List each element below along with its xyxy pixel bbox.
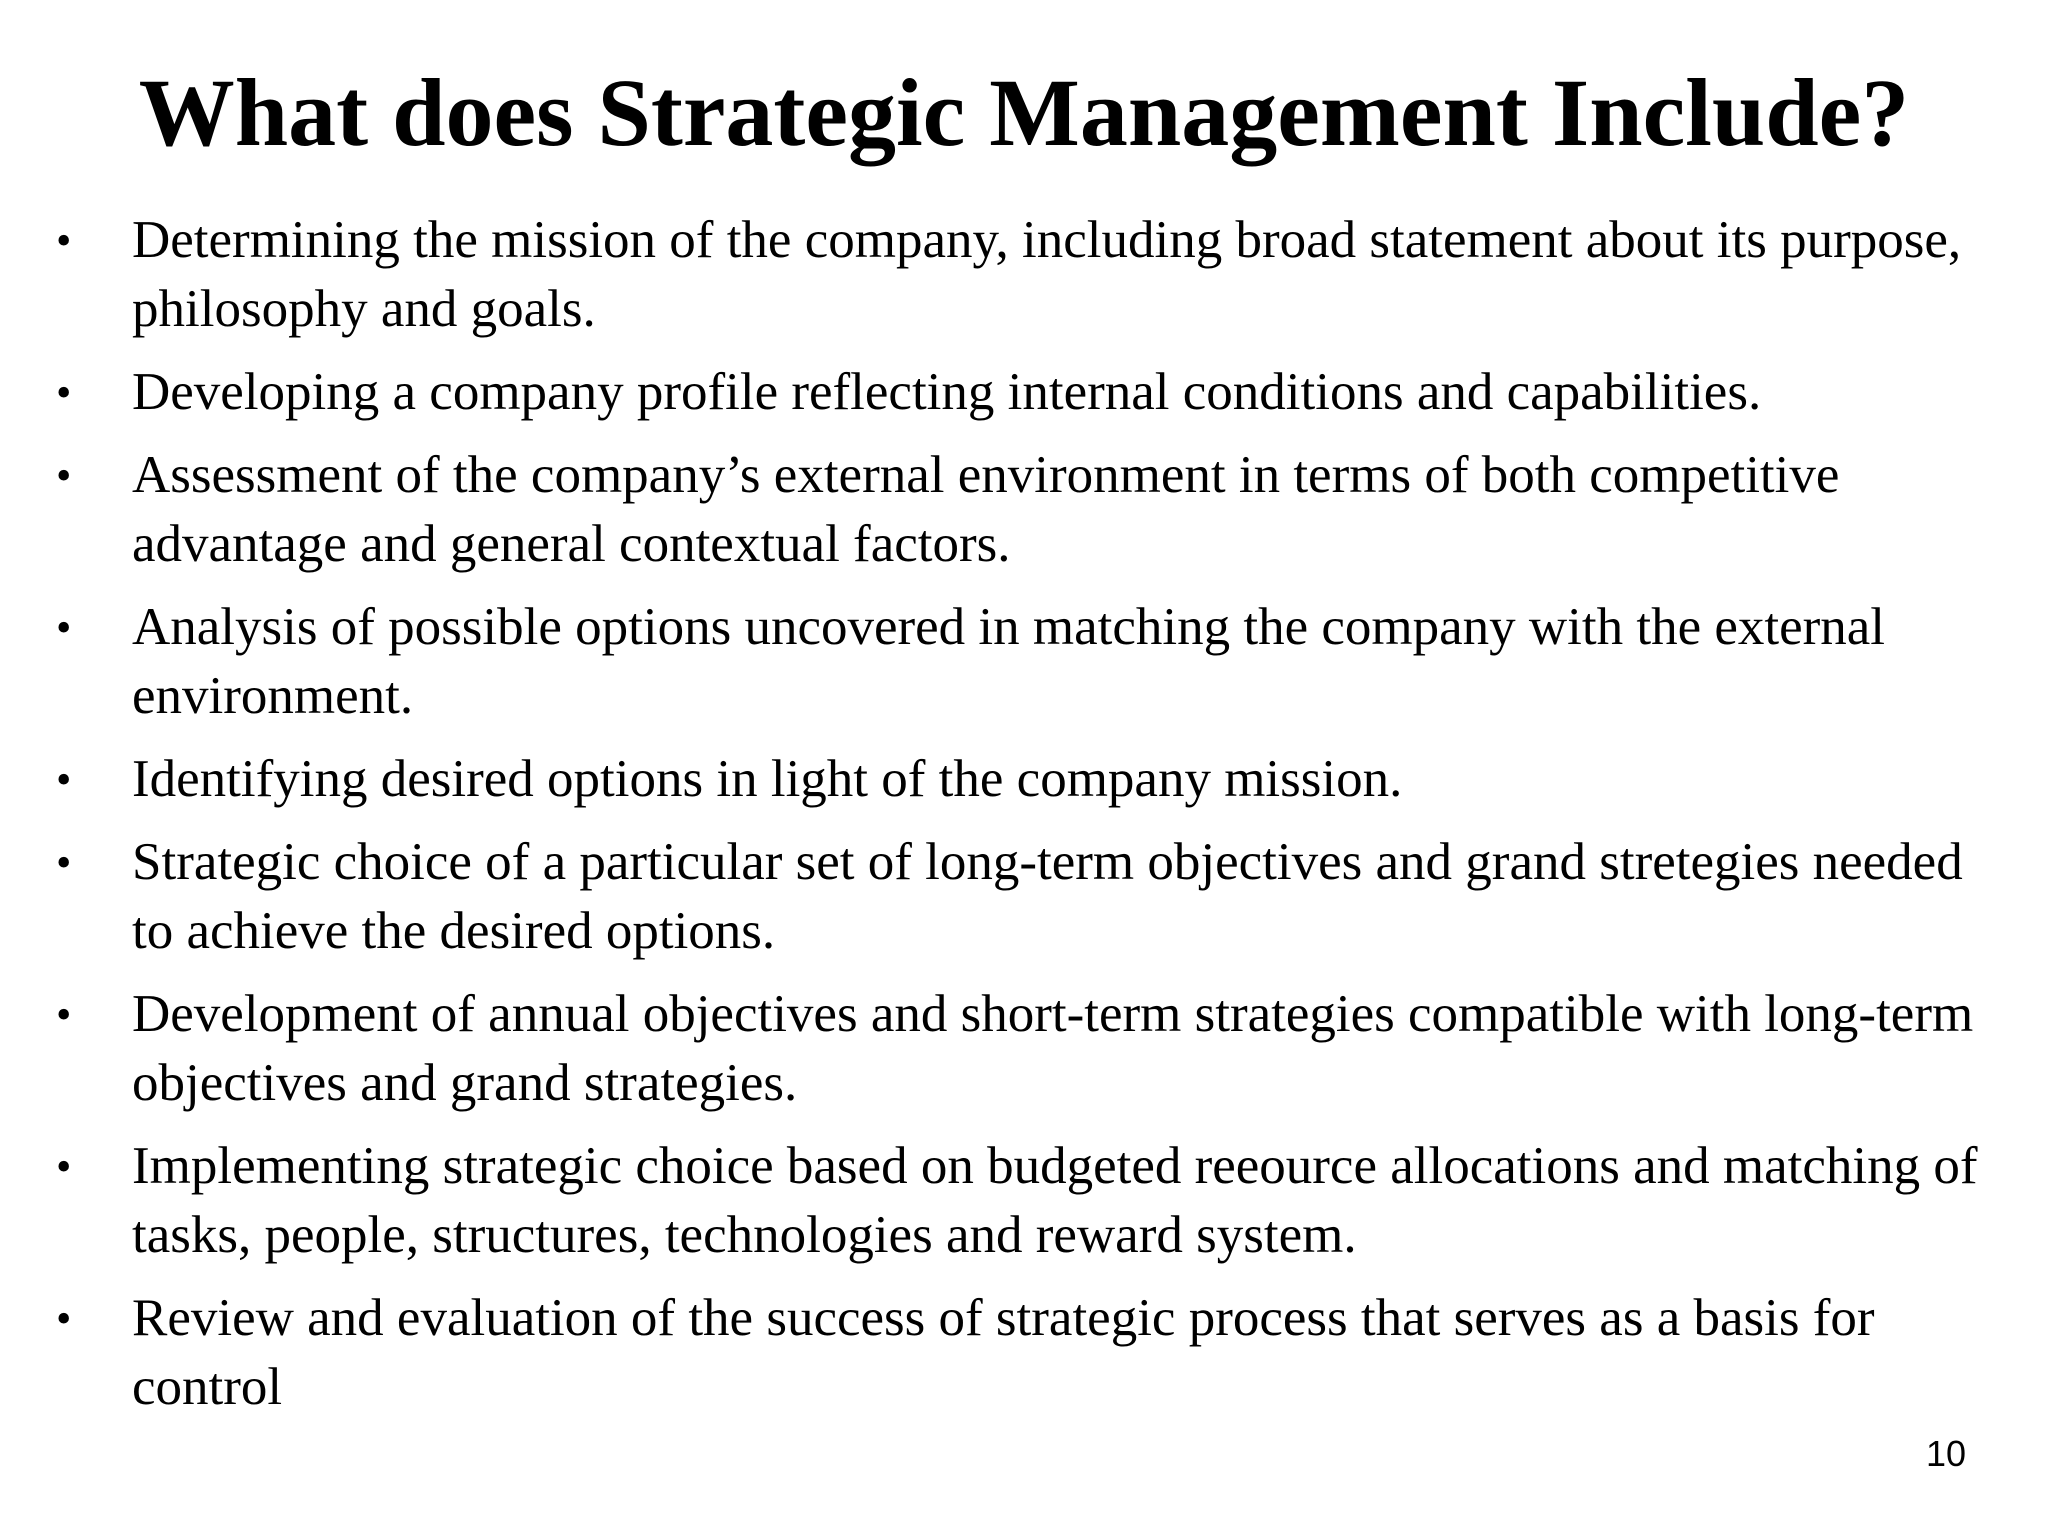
bullet-item <box>56 1132 2016 1270</box>
bullet-text: Determining the mission of the company, including broad statement about its purpose, philosophy and goals. <box>132 211 1962 338</box>
bullet-item <box>56 1284 2016 1422</box>
bullet-icon: • <box>56 603 72 652</box>
bullet-text: Assessment of the company’s external environment in terms of both competitive advantage and general contextual factors. <box>132 446 1840 573</box>
bullet-text: Strategic choice of a particular set of long-term objectives and grand stretegies needed to achieve the desired options. <box>132 833 1963 960</box>
bullet-item <box>56 358 2016 427</box>
bullet-text: Identifying desired options in light of the company mission. <box>132 750 1403 808</box>
bullet-item <box>56 206 2016 344</box>
bullet-text: Analysis of possible options uncovered in matching the company with the external environment. <box>132 598 1886 725</box>
bullet-icon: • <box>56 990 72 1039</box>
bullet-item <box>56 980 2016 1118</box>
bullet-icon: • <box>56 451 72 500</box>
bullet-text: Development of annual objectives and short-term strategies compatible with long-term objectives and grand strategies. <box>132 985 1974 1112</box>
bullet-item <box>56 828 2016 966</box>
bullet-icon: • <box>56 368 72 417</box>
bullet-text: Review and evaluation of the success of strategic process that serves as a basis for control <box>132 1289 1875 1416</box>
bullet-icon: • <box>56 216 72 265</box>
bullet-item <box>56 745 2016 814</box>
bullet-list <box>56 206 2016 1436</box>
bullet-text: Implementing strategic choice based on budgeted reeource allocations and matching of tasks, people, structures, technologies and reward system. <box>132 1137 1978 1264</box>
page-number: 10 <box>1925 1433 1966 1474</box>
bullet-item <box>56 593 2016 731</box>
slide-title: What does Strategic Management Include? <box>138 59 1910 166</box>
bullet-icon: • <box>56 838 72 887</box>
bullet-icon: • <box>56 1294 72 1343</box>
bullet-text: Developing a company profile reflecting internal conditions and capabilities. <box>132 363 1762 421</box>
bullet-item <box>56 441 2016 579</box>
bullet-icon: • <box>56 755 72 804</box>
bullet-icon: • <box>56 1142 72 1191</box>
